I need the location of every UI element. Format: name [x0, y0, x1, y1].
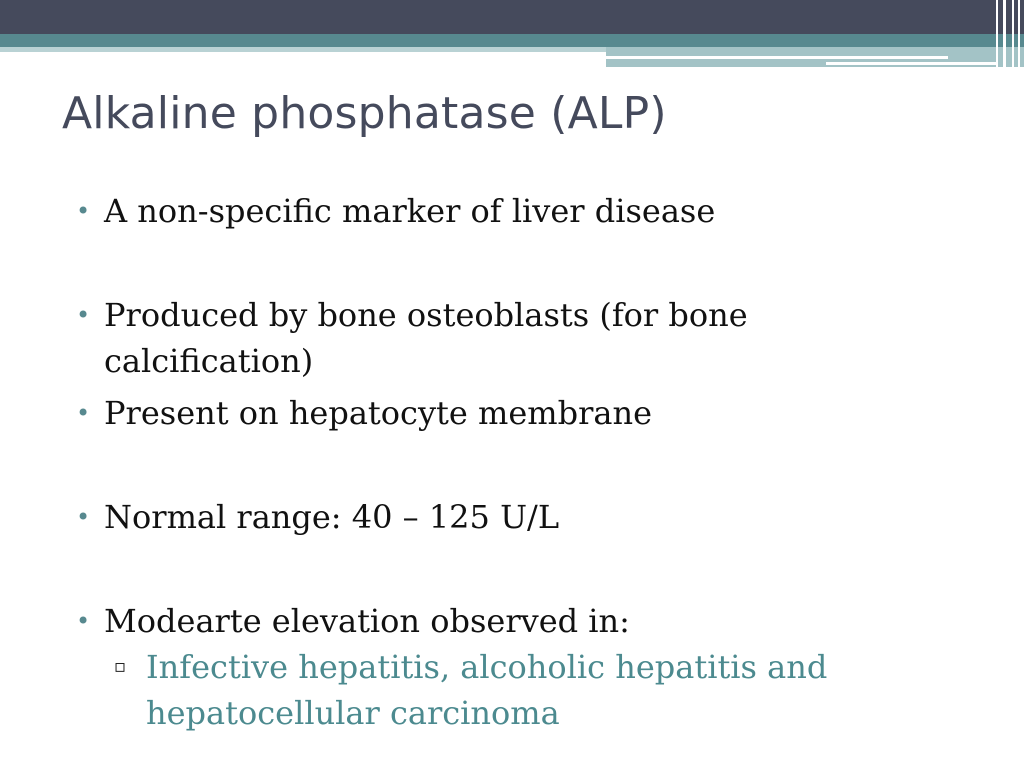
- bullet-dot-icon: •: [76, 399, 91, 427]
- sub-bullet-item: [72, 644, 892, 736]
- bullet-dot-icon: •: [76, 197, 91, 225]
- bullet-text: Produced by bone osteoblasts (for bone calcification): [104, 296, 748, 380]
- bullet-item: [72, 494, 892, 540]
- header-vertical-stripe: [1003, 0, 1006, 68]
- slide-body: [72, 188, 892, 736]
- bullet-dot-icon: •: [76, 301, 91, 329]
- bullet-dot-icon: •: [76, 607, 91, 635]
- header-vertical-stripe: [1012, 0, 1014, 68]
- bullet-item: [72, 598, 892, 644]
- bullet-item: [72, 188, 892, 234]
- bullet-text: Modearte elevation observed in:: [104, 602, 630, 640]
- slide-title: Alkaline phosphatase (ALP): [62, 88, 667, 139]
- header-vertical-stripe: [996, 0, 998, 68]
- bullet-text: Present on hepatocyte membrane: [104, 394, 653, 432]
- bullet-text: Normal range: 40 – 125 U/L: [104, 498, 560, 536]
- square-bullet-icon: ▫: [114, 656, 127, 677]
- bullet-item: [72, 292, 892, 384]
- bullet-text: A non-specific marker of liver disease: [104, 192, 716, 230]
- bullet-dot-icon: •: [76, 503, 91, 531]
- header-band-teal: [0, 34, 1024, 47]
- sub-bullet-text: Infective hepatitis, alcoholic hepatitis and hepatocellular carcinoma: [146, 648, 828, 732]
- header-line: [826, 62, 996, 65]
- header-vertical-stripe: [1018, 0, 1020, 68]
- bullet-item: [72, 390, 892, 436]
- header-line: [606, 56, 948, 59]
- header-band-dark: [0, 0, 1024, 34]
